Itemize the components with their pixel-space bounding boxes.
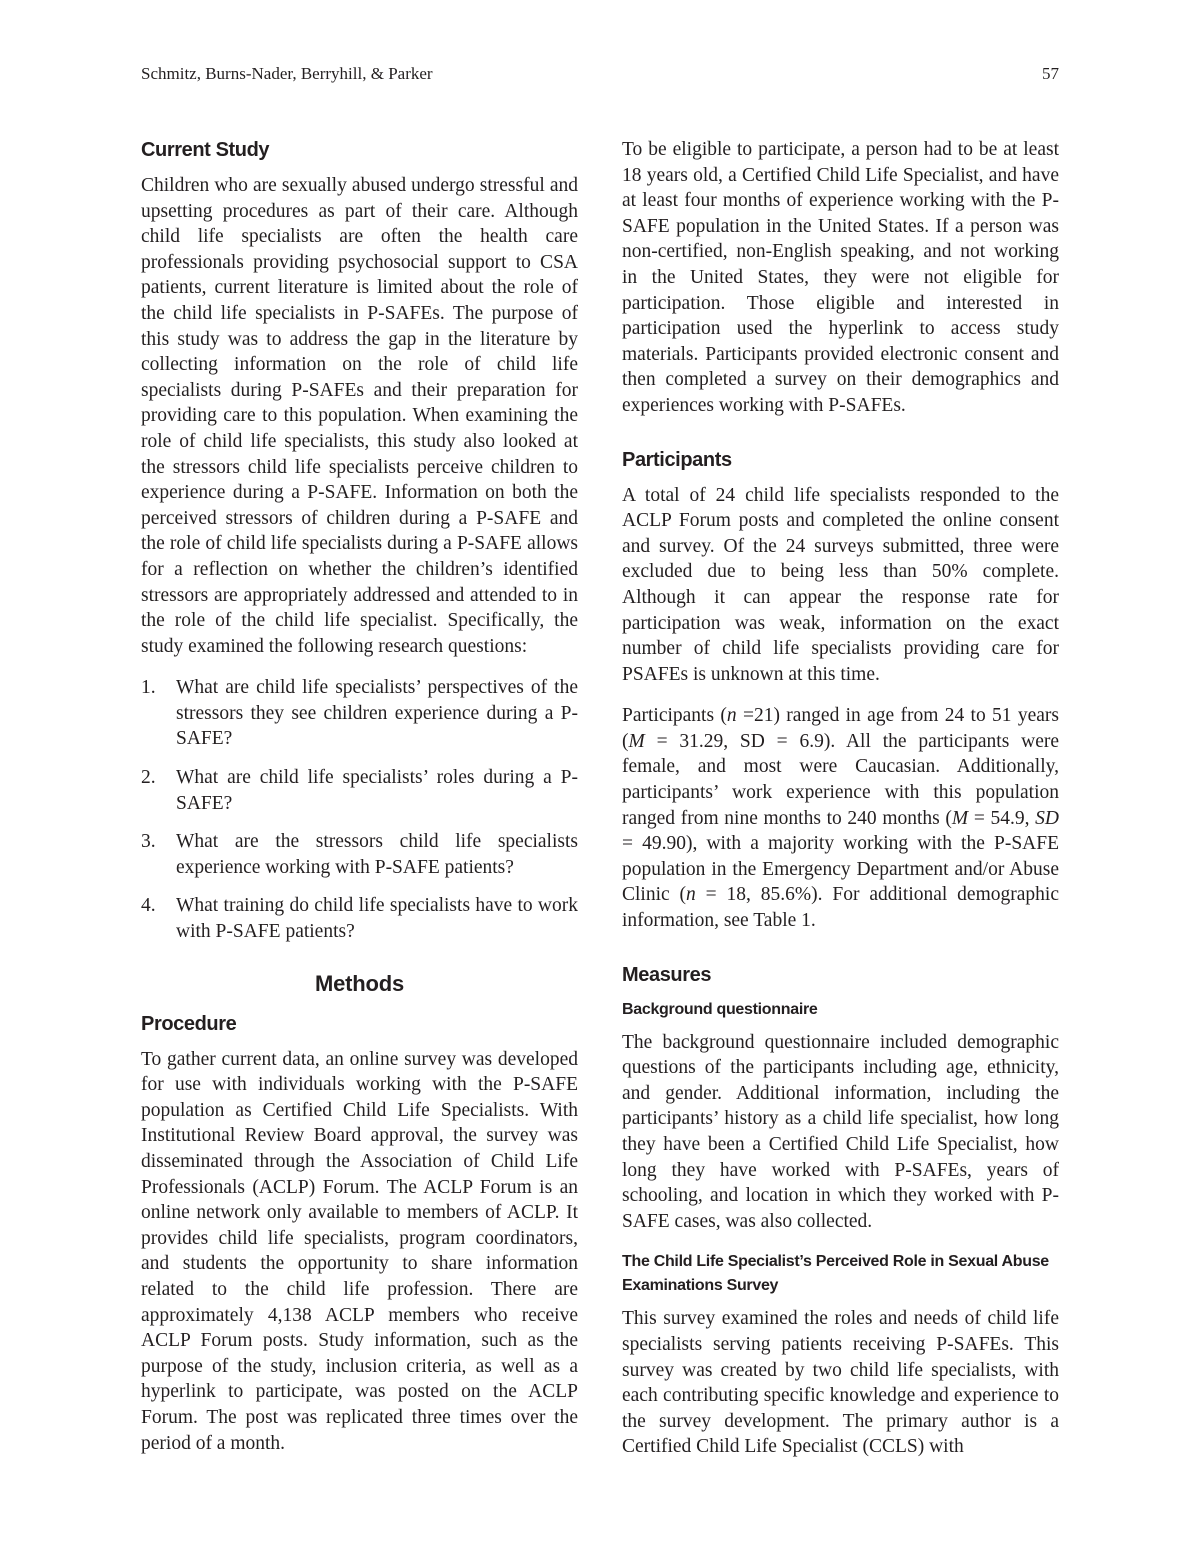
methods-heading: Methods bbox=[314, 970, 405, 996]
current-study-paragraph: Children who are sexually abused undergo stressful and upsetting procedures as part of their care. Although child life specialists are often the health care professionals providing psychosocial support to CSA patients, current literature is limited about the role of the child life specialists in P-SAFEs. The purpose of this study was to address the gap in the literature by collecting information on the role of child life specialists during P-SAFEs and their preparation for providing care to this population. When examining the role of child life specialists, this study also looked at the stressors child life specialists perceive children to experience during a P-SAFE. Information on both the perceived stressors of children during a P-SAFE and the role of child life specialists during a P-SAFE allows for a reflection on whether the children’s identified stressors are appropriately addressed and attended to in the role of the child life specialist. Specifically, the study examined the following research questions: bbox=[141, 175, 578, 657]
text-run: = 31.29, SD = 6.9). All the participants were female, and most were Caucasian. Additionally, participants’ work experience with this population ranged from nine months to 240 months ( bbox=[622, 730, 1059, 829]
question-text: What training do child life specialists have to work with P-SAFE patients? bbox=[176, 895, 578, 943]
question-number: 4. bbox=[141, 895, 156, 917]
participants-paragraph-1: A total of 24 child life specialists responded to the ACLP Forum posts and completed the online consent and survey. Of the 24 surveys submitted, three were excluded due to being less than 50% complete. Although it can appear the response rate for participation was weak, information on the exact number of child life specialists providing care for PSAFEs is unknown at this time. bbox=[622, 484, 1059, 685]
research-questions-list bbox=[141, 675, 578, 944]
question-number: 3. bbox=[141, 831, 156, 853]
italic-symbol: M bbox=[951, 807, 969, 829]
left-column bbox=[141, 137, 578, 1472]
list-item bbox=[141, 829, 578, 880]
italic-symbol: M bbox=[628, 730, 645, 752]
italic-symbol: SD bbox=[1035, 807, 1059, 829]
procedure-paragraph: To gather current data, an online survey was developed for use with individuals working with the P-SAFE population as Certified Child Life Specialists. With Institutional Review Board approval, the survey was disseminated through the Association of Child Life Professionals (ACLP) Forum. The ACLP Forum is an online network only available to members of ACLP. It provides child life specialists, program coordinators, and students the opportunity to share information related to the child life profession. There are approximately 4,138 ACLP members who receive ACLP Forum posts. Study information, such as the purpose of the study, inclusion criteria, as well as a hyperlink to participate, was posted on the ACLP Forum. The post was replicated three times over the period of a month. bbox=[141, 1048, 578, 1454]
right-column bbox=[622, 137, 1059, 1476]
italic-symbol: n bbox=[686, 884, 696, 906]
survey-paragraph: This survey examined the roles and needs of child life specialists serving patients receiving P-SAFEs. This survey was created by two child life specialists, with each contributing specific knowledge and experience to the survey development. The primary author is a Certified Child Life Specialist (CCLS) with bbox=[622, 1308, 1059, 1458]
procedure-heading: Procedure bbox=[141, 1012, 237, 1035]
eligibility-paragraph: To be eligible to participate, a person had to be at least 18 years old, a Certified Child Life Specialist, and have at least four months of experience working with the P-SAFE population in the United States. If a person was non-certified, non-English speaking, and not working in the United States, they were not eligible for participation. Those eligible and interested in participation used the hyperlink to access study materials. Participants provided electronic consent and then completed a survey on their demographics and experiences working with P-SAFEs. bbox=[622, 139, 1059, 416]
question-number: 1. bbox=[141, 677, 156, 699]
measures-heading: Measures bbox=[622, 963, 712, 986]
text-run: =21) ranged in age from 24 to 51 years ( bbox=[622, 705, 1059, 752]
list-item bbox=[141, 893, 578, 944]
text-run: = 49.90), with a majority working with the P-SAFE population in the Emergency Department and/or Abuse Clinic ( bbox=[622, 833, 1059, 906]
text-run: Participants ( bbox=[622, 705, 727, 727]
survey-subheading: The Child Life Specialist’s Perceived Role in Sexual Abuse Examinations Survey bbox=[622, 1253, 1049, 1295]
text-run: = 54.9, bbox=[968, 807, 1036, 829]
background-paragraph: The background questionnaire included demographic questions of the participants including age, ethnicity, and gender. Additional information, including the participants’ history as a child life specialist, how long they have been a Certified Child Life Specialist, how long they have worked with P-SAFEs, years of schooling, and location in which they worked with P-SAFE cases, was also collected. bbox=[622, 1031, 1059, 1232]
participants-paragraph-2 bbox=[622, 703, 1059, 933]
list-item bbox=[141, 675, 578, 752]
question-text: What are the stressors child life specialists experience working with P-SAFE patients? bbox=[176, 831, 578, 878]
running-head-authors: Schmitz, Burns-Nader, Berryhill, & Parker bbox=[141, 64, 433, 83]
running-head bbox=[141, 64, 1059, 84]
list-item bbox=[141, 765, 578, 816]
question-number: 2. bbox=[141, 767, 156, 789]
background-subheading: Background questionnaire bbox=[622, 1000, 818, 1018]
text-run: = 18, 85.6%). For additional demographic information, see Table 1. bbox=[622, 884, 1059, 932]
italic-symbol: n bbox=[726, 705, 737, 727]
participants-heading: Participants bbox=[622, 448, 732, 471]
question-text: What are child life specialists’ perspectives of the stressors they see children experience during a P-SAFE? bbox=[176, 677, 578, 750]
question-text: What are child life specialists’ roles during a P-SAFE? bbox=[176, 767, 578, 814]
page-number: 57 bbox=[1042, 64, 1059, 83]
current-study-heading: Current Study bbox=[141, 139, 270, 161]
